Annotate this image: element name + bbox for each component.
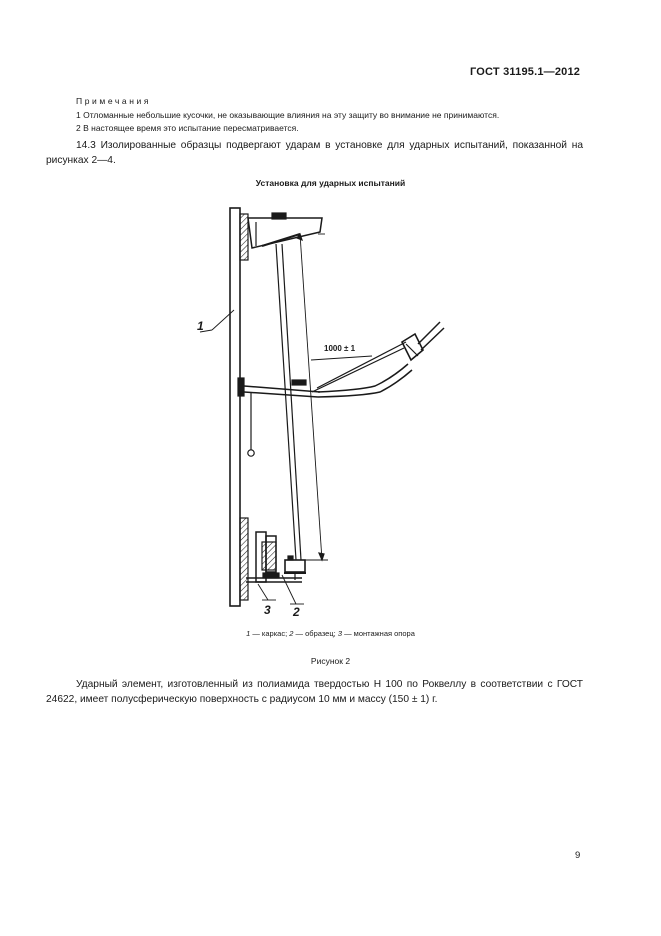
release-handle: [402, 334, 423, 360]
top-pivot: [272, 213, 286, 219]
callout-3: 3: [264, 603, 271, 617]
top-mount-hatch: [240, 214, 248, 260]
note-item-1: 1 Отломанные небольшие кусочки, не оказывающие влияния на эту защиту во внимание не принимаются.: [76, 110, 500, 120]
frame-panel: [230, 208, 240, 606]
hanging-weight: [248, 450, 254, 456]
bottom-mount-hatch: [240, 518, 248, 600]
legend-text-3: — монтажная опора: [342, 629, 415, 638]
legend-num-2: 2: [289, 629, 294, 638]
legend-text-2: — образец;: [293, 629, 338, 638]
legend-num-3: 3: [337, 629, 342, 638]
notes-heading: Примечания: [76, 96, 152, 106]
legend-num-1: 1: [246, 629, 251, 638]
handle-shaft-lower: [421, 328, 444, 350]
top-bracket: [248, 218, 322, 248]
pendulum-rod-left: [276, 244, 296, 560]
callout-2: 2: [293, 605, 300, 619]
callout-1: 1: [197, 319, 204, 333]
striker: [285, 560, 305, 572]
figure-caption: Рисунок 2: [310, 656, 351, 666]
dimension-label: 1000 ± 1: [324, 344, 356, 353]
standard-designation: ГОСТ 31195.1—2012: [470, 66, 581, 78]
page-number: 9: [575, 850, 581, 861]
arm-clamp: [238, 378, 244, 396]
horizontal-arm: [244, 386, 320, 392]
handle-shaft-upper: [418, 322, 440, 344]
note-item-2: 2 В настоящее время это испытание пересматривается.: [76, 123, 299, 133]
figure-title: Установка для ударных испытаний: [255, 178, 406, 188]
figure-legend: [0, 629, 661, 638]
legend-text-1: — каркас;: [250, 629, 290, 638]
pendulum-rod-right: [282, 244, 301, 560]
body-paragraph: Ударный элемент, изготовленный из полиамида твердостью Н 100 по Роквеллу в соответствии с ГОСТ 24622, имеет полусферическую поверхность с радиусом 10 мм и массу (150 ± 1) г.: [46, 679, 583, 705]
section-paragraph: 14.3 Изолированные образцы подвергают ударам в установке для ударных испытаний, показанной на рисунках 2—4.: [46, 140, 583, 166]
